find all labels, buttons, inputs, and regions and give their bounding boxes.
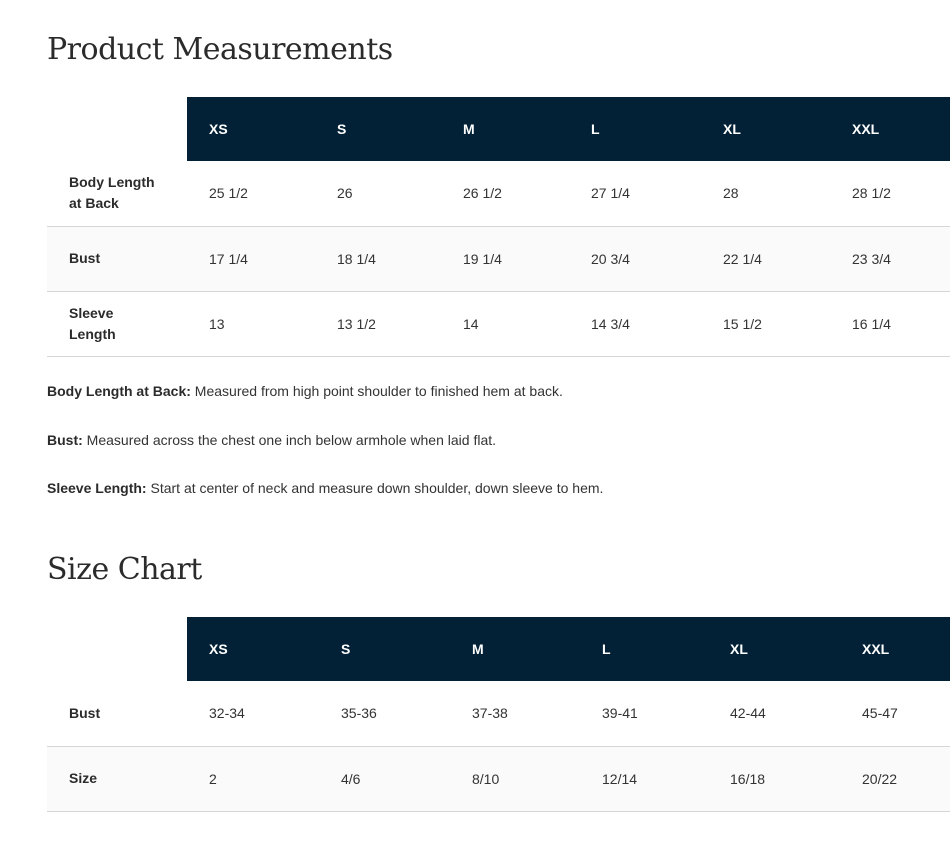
table-row-sleeve-length: [47, 291, 950, 356]
row-label-bust: Bust: [47, 226, 187, 291]
header-corner: [47, 97, 187, 161]
row-label-bust: Bust: [47, 681, 187, 746]
header-size-xxl: XXL: [830, 97, 950, 161]
table-cell: 16 1/4: [830, 291, 950, 356]
table-header-row: [47, 617, 950, 681]
table-cell: 28 1/2: [830, 161, 950, 226]
table-cell: 19 1/4: [441, 226, 569, 291]
table-cell: 14: [441, 291, 569, 356]
note-bust: [47, 432, 496, 448]
table-cell: 13: [187, 291, 315, 356]
header-size-l: L: [580, 617, 708, 681]
note-text: Start at center of neck and measure down shoulder, down sleeve to hem.: [146, 480, 604, 496]
row-label-sleeve-length: Sleeve Length: [47, 291, 187, 356]
header-size-m: M: [450, 617, 580, 681]
row-label-body-length: Body Length at Back: [47, 161, 187, 226]
table-cell: 20 3/4: [569, 226, 701, 291]
header-size-s: S: [315, 97, 441, 161]
header-corner: [47, 617, 187, 681]
table-cell: 22 1/4: [701, 226, 830, 291]
header-size-s: S: [319, 617, 450, 681]
note-term: Bust:: [47, 432, 83, 448]
table-cell: 4/6: [319, 746, 450, 811]
table-cell: 39-41: [580, 681, 708, 746]
header-size-m: M: [441, 97, 569, 161]
table-cell: 8/10: [450, 746, 580, 811]
header-size-xxl: XXL: [840, 617, 950, 681]
measurements-title: Product Measurements: [47, 32, 393, 67]
table-cell: 14 3/4: [569, 291, 701, 356]
note-text: Measured across the chest one inch below armhole when laid flat.: [82, 432, 497, 448]
table-row-bust: [47, 226, 950, 291]
table-row-bust: [47, 681, 950, 746]
note-body-length: [47, 383, 563, 399]
note-sleeve-length: [47, 480, 603, 496]
table-cell: 23 3/4: [830, 226, 950, 291]
table-cell: 20/22: [840, 746, 950, 811]
header-size-xs: XS: [187, 97, 315, 161]
table-header-row: [47, 97, 950, 161]
header-size-xs: XS: [187, 617, 319, 681]
table-cell: 15 1/2: [701, 291, 830, 356]
table-cell: 27 1/4: [569, 161, 701, 226]
note-text: Measured from high point shoulder to finished hem at back.: [190, 383, 563, 399]
table-cell: 45-47: [840, 681, 950, 746]
table-cell: 17 1/4: [187, 226, 315, 291]
table-row-size: [47, 746, 950, 811]
table-cell: 26: [315, 161, 441, 226]
table-cell: 42-44: [708, 681, 840, 746]
table-cell: 2: [187, 746, 319, 811]
table-cell: 18 1/4: [315, 226, 441, 291]
note-term: Body Length at Back:: [47, 383, 191, 399]
table-row-body-length: [47, 161, 950, 226]
table-cell: 25 1/2: [187, 161, 315, 226]
table-cell: 37-38: [450, 681, 580, 746]
header-size-xl: XL: [701, 97, 830, 161]
table-cell: 32-34: [187, 681, 319, 746]
row-label-size: Size: [47, 746, 187, 811]
table-cell: 16/18: [708, 746, 840, 811]
table-cell: 12/14: [580, 746, 708, 811]
table-cell: 13 1/2: [315, 291, 441, 356]
table-cell: 26 1/2: [441, 161, 569, 226]
header-size-l: L: [569, 97, 701, 161]
note-term: Sleeve Length:: [47, 480, 147, 496]
size-chart-table: [47, 617, 950, 812]
table-cell: 35-36: [319, 681, 450, 746]
measurements-table: [47, 97, 950, 357]
table-cell: 28: [701, 161, 830, 226]
header-size-xl: XL: [708, 617, 840, 681]
size-chart-title: Size Chart: [47, 552, 202, 587]
